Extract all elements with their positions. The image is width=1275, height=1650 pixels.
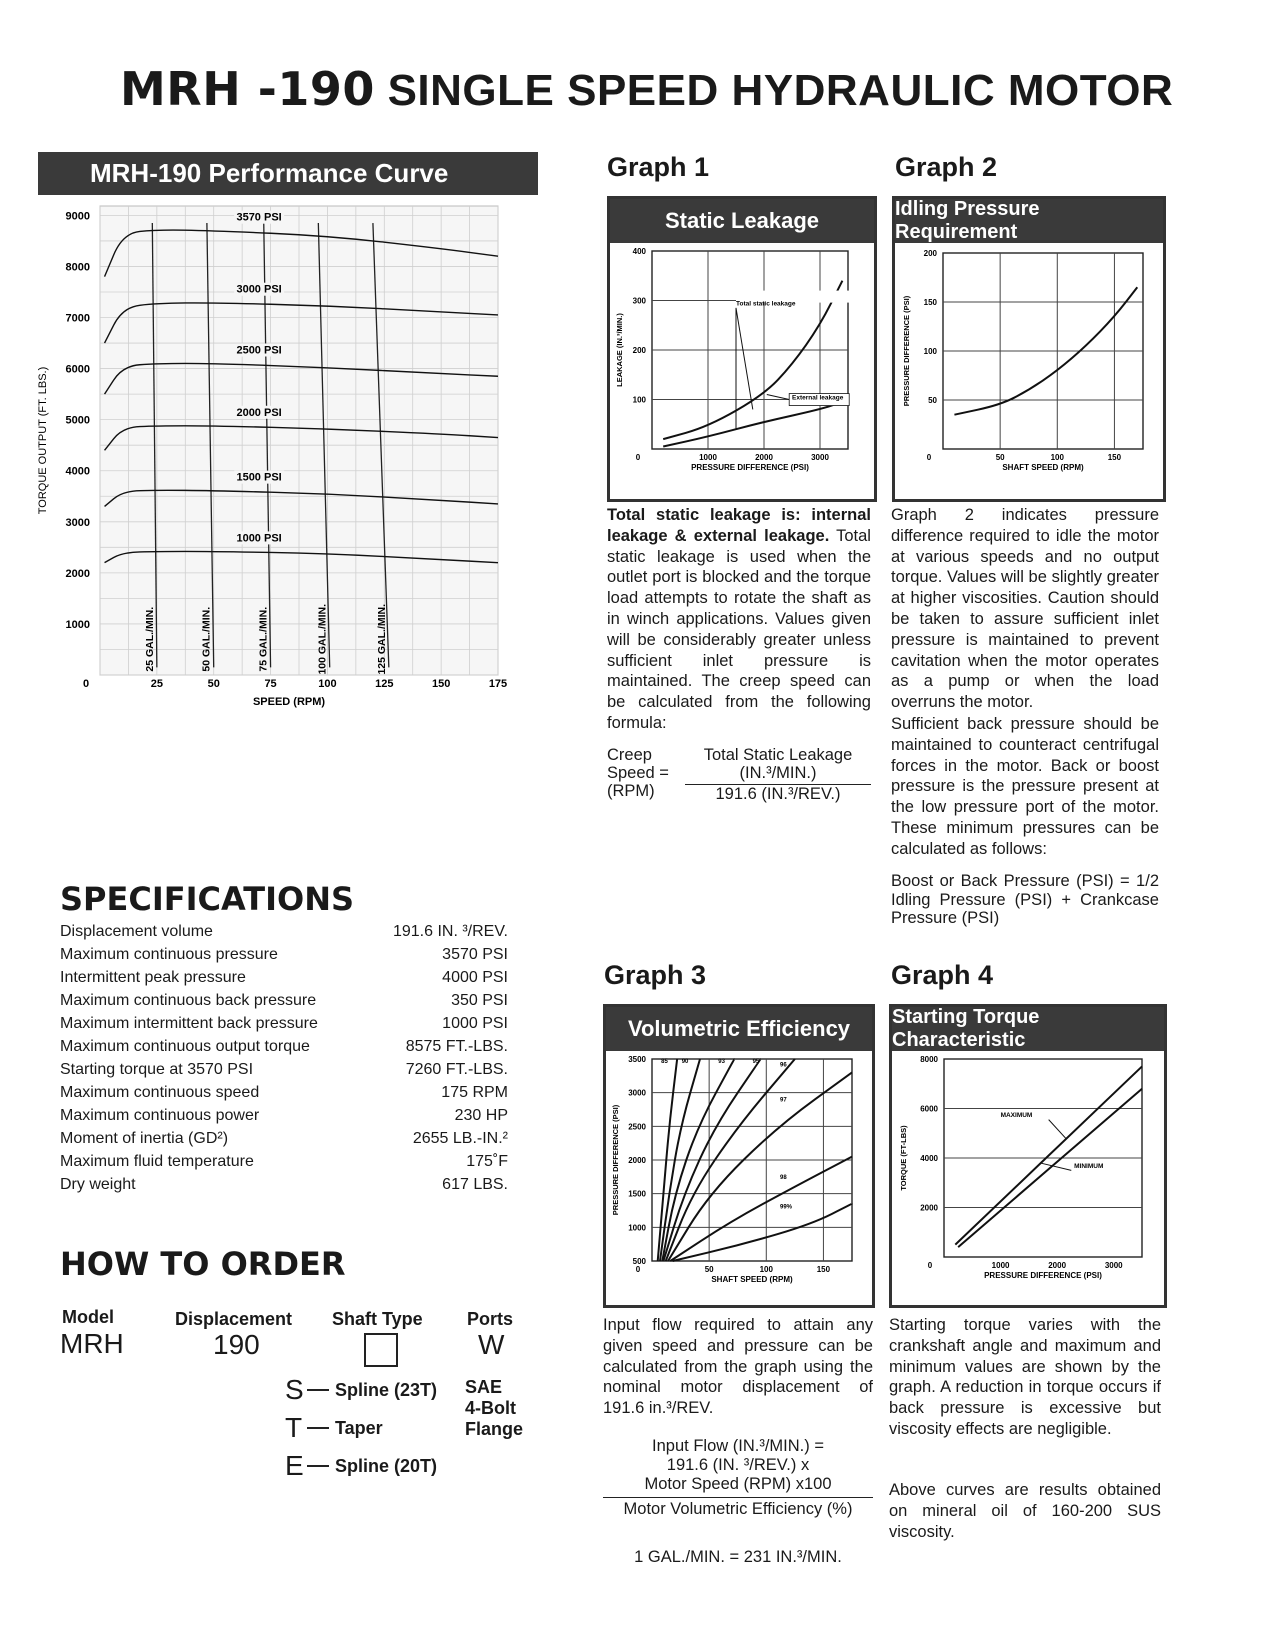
y-tick-label: 1500 [628, 1189, 646, 1199]
title-dash: - [257, 62, 278, 116]
x-tick-label: 125 [375, 678, 394, 690]
y-tick-label: 5000 [65, 414, 90, 427]
y-tick-label: 100 [632, 395, 646, 405]
x-axis-label: PRESSURE DIFFERENCE (PSI) [691, 463, 809, 472]
annotation-minimum: MINIMUM [1074, 1162, 1104, 1170]
y-tick-label: 8000 [65, 261, 90, 274]
efficiency-label: 97 [780, 1097, 787, 1104]
spec-value: 175˚F [466, 1153, 508, 1170]
x-tick-label: 50 [704, 1265, 714, 1274]
spec-row [60, 920, 508, 943]
spec-row [60, 1035, 508, 1058]
series-line [955, 1066, 1142, 1244]
graph2-text-2: Sufficient back pressure should be maintained to counteract centrifugal forces in the motor. Back or boost pressure is the pressure present at the low pressure port of the motor. These minimum pressures can be calculated as follows: [891, 715, 1159, 858]
spec-row [60, 1104, 508, 1127]
performance-banner-text: MRH-190 Performance Curve [90, 158, 449, 188]
graph2-text-1: Graph 2 indicates pressure difference required to idle the motor at various speeds and no output torque. Values will be slightly greater at higher viscosities. Caution should be taken to assure sufficient inlet pressure is maintained to prevent cavitation when the motor operates as a pump or when the load overruns the motor. [891, 506, 1159, 712]
efficiency-label: 99% [780, 1204, 793, 1211]
order-col-ports: Ports [467, 1309, 514, 1329]
spec-value: 175 RPM [441, 1084, 508, 1101]
y-axis-label: TORQUE OUTPUT (FT. LBS.) [37, 366, 49, 515]
graph3-label: Graph 3 [604, 960, 707, 990]
title-model: MRH [120, 62, 242, 116]
shaft-option [285, 1371, 437, 1409]
spec-value: 230 HP [454, 1107, 508, 1124]
y-tick-label: 1000 [65, 618, 90, 631]
y-tick-label: 500 [632, 1257, 646, 1266]
shaft-option-dash [307, 1427, 329, 1429]
x-tick-label: 100 [318, 678, 337, 690]
x-tick-label: 3000 [811, 453, 829, 462]
y-tick-label: 150 [923, 298, 937, 307]
efficiency-label: 93 [718, 1059, 725, 1066]
graph4-label: Graph 4 [891, 960, 994, 990]
x-tick-label: 50 [207, 678, 220, 690]
spec-value: 617 LBS. [442, 1176, 508, 1193]
spec-row [60, 966, 508, 989]
flow-line-label: 125 GAL./MIN. [375, 603, 388, 675]
y-tick-label: 3000 [628, 1088, 646, 1098]
y-tick-label: 6000 [920, 1104, 938, 1114]
x-tick-label: 100 [759, 1265, 773, 1274]
flow-line-label: 100 GAL./MIN. [316, 603, 329, 675]
creep-denominator: 191.6 (IN.³/REV.) [715, 785, 841, 803]
input-flow-line2: 191.6 (IN. ³/REV.) x [666, 1456, 810, 1474]
spec-value: 8575 FT.-LBS. [405, 1038, 508, 1055]
spec-row [60, 943, 508, 966]
shaft-option-code: E [285, 1450, 304, 1481]
creep-numerator-1: Total Static Leakage [703, 746, 853, 764]
x-tick-label: 1000 [699, 453, 717, 462]
x-axis-label: SHAFT SPEED (RPM) [1002, 463, 1084, 472]
spec-label: Maximum continuous power [60, 1107, 260, 1124]
shaft-type-box[interactable] [364, 1333, 398, 1367]
efficiency-label: 98 [780, 1174, 787, 1181]
spec-row [60, 989, 508, 1012]
title-text: SINGLE SPEED HYDRAULIC MOTOR [387, 66, 1174, 115]
spec-value: 7260 FT.-LBS. [405, 1061, 508, 1078]
spec-row [60, 1127, 508, 1150]
y-tick-label: 9000 [65, 210, 90, 223]
spec-value: 1000 PSI [442, 1015, 508, 1032]
x-tick-label: 0 [926, 453, 932, 462]
y-tick-label: 2000 [628, 1156, 646, 1165]
series-line [958, 1089, 1142, 1247]
y-tick-label: 4000 [65, 465, 90, 478]
creep-numerator-2: (IN.³/MIN.) [739, 764, 817, 782]
spec-row [60, 1058, 508, 1081]
spec-value: 3570 PSI [442, 946, 508, 963]
graph1-banner: Static Leakage [610, 199, 874, 243]
ports-desc-line1: SAE [465, 1377, 503, 1397]
pressure-label: 2500 PSI [236, 344, 282, 357]
input-flow-denominator: Motor Volumetric Efficiency (%) [623, 1500, 853, 1518]
x-axis-label: PRESSURE DIFFERENCE (PSI) [984, 1271, 1102, 1280]
y-tick-label: 7000 [65, 312, 90, 325]
y-tick-label: 200 [923, 249, 937, 258]
spec-label: Intermittent peak pressure [60, 969, 246, 986]
ports-desc-line2: 4-Bolt [465, 1398, 516, 1418]
graph1-text [607, 505, 871, 734]
spec-label: Dry weight [60, 1176, 136, 1193]
spec-row [60, 1081, 508, 1104]
creep-lhs-line2: Speed = [607, 764, 669, 782]
y-tick-label: 100 [923, 347, 937, 356]
order-col-model: Model [62, 1307, 114, 1327]
graph2-formula: Boost or Back Pressure (PSI) = 1/2 Idling Pressure (PSI) + Crankcase Pressure (PSI) [891, 872, 1159, 927]
graph4-banner: Starting Torque Characteristic [892, 1007, 1164, 1051]
creep-lhs-line3: (RPM) [607, 782, 655, 800]
creep-fraction [685, 746, 871, 803]
x-tick-label: 100 [1050, 453, 1064, 462]
order-val-displacement: 190 [213, 1329, 260, 1360]
performance-chart [30, 200, 550, 760]
spec-label: Moment of inertia (GD²) [60, 1130, 229, 1147]
graph2-banner: Idling Pressure Requirement [895, 199, 1163, 243]
x-tick-label: 150 [816, 1265, 831, 1274]
creep-lhs [607, 746, 669, 800]
efficiency-label: 95 [752, 1059, 760, 1066]
y-axis-label: LEAKAGE (IN.³/MIN.) [615, 313, 624, 387]
spec-label: Maximum continuous output torque [60, 1038, 310, 1055]
graph3-text: Input flow required to attain any given speed and pressure can be calculated from the graph using the nominal motor displacement of 191.6 in.³/REV. [603, 1316, 873, 1418]
annotation-maximum: MAXIMUM [1000, 1112, 1033, 1120]
page-title [120, 62, 1173, 116]
input-flow-line3: Motor Speed (RPM) x100 [644, 1475, 832, 1493]
shaft-option [285, 1409, 437, 1447]
y-tick-label: 2500 [628, 1122, 646, 1132]
shaft-option-desc: Spline (23T) [335, 1379, 438, 1400]
efficiency-label: 96 [780, 1062, 787, 1069]
annotation-external: External leakage [792, 394, 844, 402]
x-tick-label: 1000 [991, 1261, 1010, 1270]
spec-row [60, 1012, 508, 1035]
graph4-chart [892, 1051, 1164, 1305]
x-tick-label: 175 [488, 678, 508, 690]
spec-value: 4000 PSI [442, 969, 508, 986]
pressure-label: 2000 PSI [236, 406, 282, 419]
spec-row [60, 1150, 508, 1173]
ports-desc [465, 1377, 523, 1440]
y-tick-label: 8000 [920, 1055, 938, 1064]
spec-label: Starting torque at 3570 PSI [60, 1061, 254, 1078]
spec-label: Maximum continuous speed [60, 1084, 260, 1101]
graph1-bold-text: Total static leakage is: internal leakage & external leakage. [607, 506, 871, 545]
shaft-option-desc: Taper [335, 1417, 383, 1438]
shaft-option-dash [307, 1389, 329, 1391]
graph2-box [892, 196, 1166, 502]
pressure-label: 1000 PSI [236, 532, 282, 545]
x-tick-label: 75 [264, 678, 277, 690]
spec-label: Maximum intermittent back pressure [60, 1015, 318, 1032]
efficiency-label: 90 [681, 1059, 689, 1066]
specs-table [60, 920, 508, 1196]
graph4-text-2: Above curves are results obtained on mineral oil of 160-200 SUS viscosity. [889, 1481, 1161, 1541]
pressure-label: 3570 PSI [236, 211, 282, 224]
spec-label: Maximum fluid temperature [60, 1153, 254, 1170]
input-flow-fraction-bar [603, 1497, 873, 1498]
shaft-options [285, 1371, 437, 1485]
x-tick-label: 0 [927, 1261, 933, 1270]
spec-label: Displacement volume [60, 923, 213, 940]
shaft-option-desc: Spline (20T) [335, 1455, 438, 1476]
graph2-label: Graph 2 [895, 152, 998, 182]
flow-line-label: 50 GAL./MIN. [200, 606, 213, 672]
order-val-ports: W [478, 1329, 505, 1360]
x-tick-label: 150 [431, 678, 451, 690]
annotation-arrow [767, 395, 789, 400]
spec-row [60, 1173, 508, 1196]
order-heading: HOW TO ORDER [60, 1245, 346, 1283]
graph3-banner: Volumetric Efficiency [606, 1007, 872, 1051]
performance-banner [38, 152, 538, 195]
y-tick-label: 50 [928, 396, 937, 405]
annotation-total: Total static leakage [736, 300, 796, 308]
annotation-arrow [1049, 1120, 1066, 1139]
y-tick-label: 1000 [628, 1223, 646, 1233]
y-tick-label: 6000 [65, 363, 90, 376]
shaft-option-dash [307, 1465, 329, 1467]
graph4-text-1: Starting torque varies with the crankshaft angle and maximum and minimum values are shown by the graph. A reduction in torque occurs if back pressure is excessive but viscosity effects are negligible. [889, 1316, 1161, 1438]
x-tick-label: 0 [635, 1265, 641, 1274]
y-tick-label: 2000 [920, 1203, 938, 1213]
x-tick-label: 0 [635, 453, 641, 462]
title-number: 190 [277, 62, 375, 116]
x-tick-label: 3000 [1104, 1261, 1123, 1270]
input-flow-formula [603, 1437, 873, 1519]
order-col-shaft: Shaft Type [332, 1309, 423, 1329]
y-tick-label: 300 [632, 296, 646, 306]
pressure-label: 3000 PSI [236, 283, 282, 296]
efficiency-label: 85 [661, 1059, 668, 1066]
y-axis-label: TORQUE (FT-LBS) [899, 1125, 908, 1191]
x-tick-label: 50 [995, 453, 1005, 462]
graph1-chart [610, 243, 874, 499]
spec-label: Maximum continuous pressure [60, 946, 278, 963]
x-tick-label: 25 [150, 678, 163, 690]
x-axis-label: SPEED (RPM) [252, 696, 326, 708]
creep-lhs-line1: Creep [607, 746, 652, 764]
spec-value: 191.6 IN. ³/REV. [392, 923, 508, 940]
graph4-box [889, 1004, 1167, 1308]
graph2-chart [895, 243, 1163, 499]
graph3-chart [606, 1051, 872, 1305]
pressure-label: 1500 PSI [236, 471, 282, 484]
gal-conversion: 1 GAL./MIN. = 231 IN.³/MIN. [634, 1548, 842, 1566]
x-tick-label: 2000 [1048, 1261, 1067, 1270]
y-tick-label: 3500 [628, 1055, 646, 1064]
shaft-option-code: T [285, 1412, 303, 1443]
series-line [670, 1157, 852, 1261]
flow-line-label: 75 GAL./MIN. [257, 606, 270, 672]
y-axis-label: PRESSURE DIFFERENCE (PSI) [902, 295, 911, 407]
spec-label: Maximum continuous back pressure [60, 992, 317, 1009]
specs-heading: SPECIFICATIONS [60, 880, 355, 918]
spec-value: 2655 LB.-IN.² [412, 1130, 508, 1147]
flow-line-label: 25 GAL./MIN. [143, 606, 156, 672]
order-col-displacement: Displacement [175, 1309, 293, 1329]
annotation-arrow [736, 308, 753, 409]
y-tick-label: 3000 [65, 516, 90, 529]
graph1-box [607, 196, 877, 502]
y-axis-label: PRESSURE DIFFERENCE (PSI) [611, 1104, 620, 1216]
graph1-body-text: Total static leakage is used when the outlet port is blocked and the torque load attempts to rotate the shaft as in winch applications. Values given will be considerably greater unless sufficient inlet pressure is maintained. The creep speed can be calculated from the following formula: [607, 526, 871, 732]
input-flow-line1: Input Flow (IN.³/MIN.) = [652, 1437, 824, 1455]
graph3-box [603, 1004, 875, 1308]
y-tick-label: 4000 [920, 1154, 938, 1163]
x-tick-label: 150 [1107, 453, 1122, 462]
y-tick-label: 400 [632, 247, 646, 256]
shaft-option-code: S [285, 1374, 304, 1405]
order-val-model: MRH [60, 1328, 124, 1359]
x-tick-label: 0 [82, 678, 90, 690]
shaft-option [285, 1447, 437, 1485]
y-tick-label: 200 [632, 346, 646, 355]
y-tick-label: 2000 [65, 567, 90, 580]
spec-value: 350 PSI [451, 992, 508, 1009]
x-tick-label: 2000 [755, 453, 773, 462]
ports-desc-line3: Flange [465, 1419, 524, 1439]
x-axis-label: SHAFT SPEED (RPM) [711, 1275, 793, 1284]
graph1-label: Graph 1 [607, 152, 710, 182]
